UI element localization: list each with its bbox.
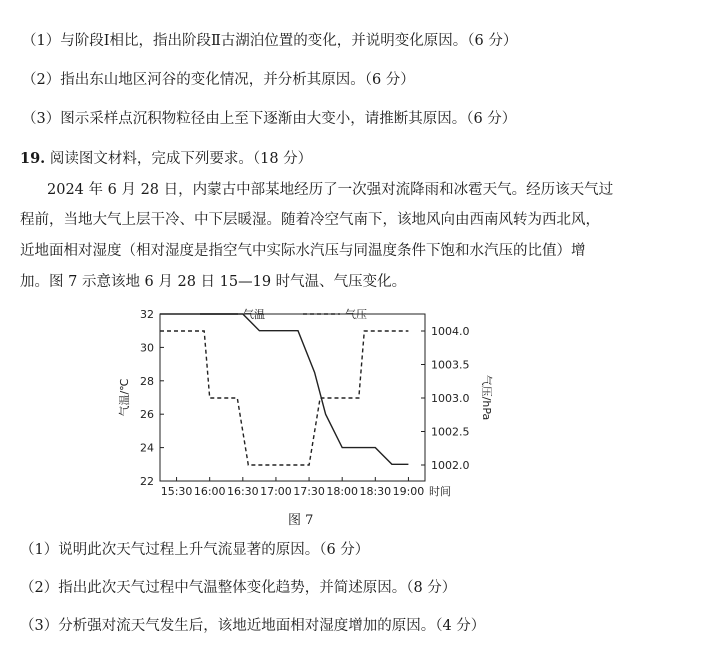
- y-left-tick-label: 26: [140, 408, 154, 422]
- y-right-axis-label: 气压/hPa: [480, 374, 493, 421]
- series-line-temperature: [160, 314, 408, 464]
- plot-frame: [160, 314, 425, 481]
- x-tick-label: 16:00: [193, 485, 226, 498]
- legend-label: 气温: [243, 308, 265, 321]
- x-tick-label: 18:00: [326, 485, 359, 498]
- y-left-tick-label: 30: [140, 341, 154, 355]
- question-18-1: （1）与阶段Ⅰ相比，指出阶段Ⅱ古湖泊位置的变化，并说明变化原因。（6 分）: [22, 33, 518, 49]
- y-right-tick-label: 1002.0: [431, 459, 470, 472]
- material-line: 近地面相对湿度（相对湿度是指空气中实际水汽压与同温度条件下饱和水汽压的比值）增: [20, 243, 586, 259]
- y-left-tick-label: 28: [140, 374, 154, 388]
- y-left-tick-label: 32: [140, 308, 154, 321]
- material-line: 2024 年 6 月 28 日，内蒙古中部某地经历了一次强对流降雨和冰雹天气。经历该天气过: [47, 182, 614, 198]
- x-tick-label: 17:00: [260, 485, 292, 498]
- y-right-tick-label: 1004.0: [431, 325, 470, 338]
- material-line: 程前，当地大气上层干冷、中下层暖湿。随着冷空气南下，该地风向由西南风转为西北风，: [20, 212, 600, 228]
- series-line-pressure: [160, 331, 408, 465]
- question-18-3: （3）图示采样点沉积物粒径由上至下逐渐由大变小，请推断其原因。（6 分）: [22, 111, 517, 127]
- question-19-stem: 阅读图文材料，完成下列要求。（18 分）: [49, 151, 313, 167]
- figure-caption: 图 7: [288, 513, 314, 528]
- x-tick-label: 19:00: [392, 485, 425, 498]
- question-18-2: （2）指出东山地区河谷的变化情况，并分析其原因。（6 分）: [22, 72, 415, 88]
- y-right-tick-label: 1002.5: [431, 425, 470, 439]
- x-tick-label: 16:30: [226, 485, 259, 498]
- x-tick-label: 18:30: [359, 485, 392, 498]
- y-right-tick-label: 1003.5: [431, 358, 470, 372]
- question-19-1: （1）说明此次天气过程上升气流显著的原因。（6 分）: [20, 542, 370, 558]
- x-tick-label: 17:30: [293, 485, 325, 498]
- question-19-2: （2）指出此次天气过程中气温整体变化趋势，并简述原因。（8 分）: [20, 580, 457, 596]
- y-left-tick-label: 22: [140, 475, 154, 488]
- figure-7-chart: [0, 300, 703, 500]
- y-left-axis-label: 气温/℃: [118, 378, 131, 417]
- y-left-tick-label: 24: [140, 441, 154, 455]
- question-19-number: 19.: [20, 150, 46, 167]
- y-right-tick-label: 1003.0: [431, 392, 470, 405]
- question-19-3: （3）分析强对流天气发生后，该地近地面相对湿度增加的原因。（4 分）: [20, 618, 486, 634]
- x-tick-label: 15:30: [160, 485, 193, 498]
- material-line: 加。图 7 示意该地 6 月 28 日 15—19 时气温、气压变化。: [20, 274, 407, 290]
- question-19-header: [20, 149, 312, 169]
- x-axis-label: 时间: [429, 485, 451, 498]
- legend-label: 气压: [345, 308, 367, 321]
